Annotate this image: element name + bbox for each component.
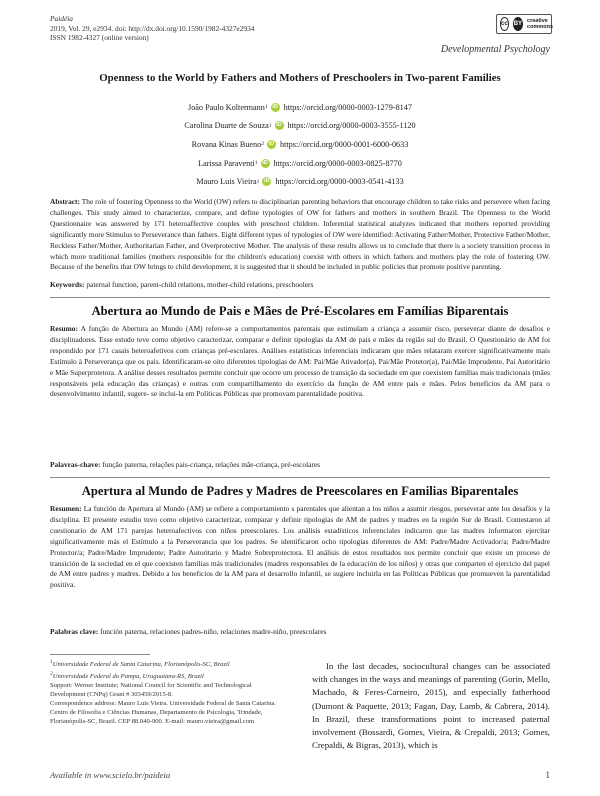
orcid-link[interactable]: https://orcid.org/0000-0003-0541-4133 [275, 177, 404, 187]
orcid-icon[interactable]: iD [272, 103, 278, 110]
article-title-es: Apertura al Mundo de Padres y Madres de Preescolares en Familias Biparentales [81, 484, 519, 498]
affiliation-marker: 1 [254, 160, 258, 167]
cc-label-bottom: commons [527, 24, 554, 30]
author-row [50, 154, 550, 173]
orcid-link[interactable]: https://orcid.org/0000-0003-0825-8770 [273, 158, 402, 168]
support-note: Support: Werner Institute; National Council for Scientific and Technological Development (CNPq) Grant # 303459/2015-8. [50, 682, 252, 699]
citation-doi[interactable]: 2019, Vol. 29, e2934. doi: http://dx.doi.org/10.1590/1982-4327e2934 [50, 23, 255, 33]
introduction-text: In the last decades, sociocultural changes can be associated with changes in the ways and meanings of parenting (Gorin, Mello, Machado, & Feres-Carneiro, 2015), and especially fatherhood (Dumont & Paquette, 2013; Fagan, Day, Lamb, & Cabrera, 2014). In Brazil, these transformations point to increased paternal involvement (Bossardi, Gomes, Vieira, & Crepaldi, 2013; Gomes, Crepaldi, & Bigras, 2013), which is [312, 661, 550, 751]
correspondence-note: Correspondence address: Mauro Luis Vieira. Universidade Federal de Santa Catarina. Centro de Filosofia e Ciências Humanas, Departamento de Psicologia, Trindade, Florianópolis-SC, Brazil. CEP 88.040-900. E-mail: mauro.vieira@gmail.com [50, 700, 276, 725]
issn: ISSN 1982-4327 (online version) [50, 33, 149, 43]
footnote-divider [50, 654, 150, 655]
footnotes [50, 658, 282, 727]
keywords-en [50, 280, 550, 289]
author-list [50, 98, 550, 191]
abstract-es-label: Resumen: [50, 504, 82, 513]
cc-label-top: creative [527, 18, 548, 24]
cc-license-badge[interactable] [496, 14, 552, 34]
keywords-es [50, 627, 550, 636]
divider [50, 477, 550, 478]
affiliation-marker: 1 [256, 178, 260, 185]
orcid-icon[interactable]: iD [268, 140, 275, 147]
orcid-icon[interactable]: iD [262, 159, 268, 166]
affiliation-1-text: Universidade Federal de Santa Catarina, Florianópolis-SC, Brazil [52, 661, 230, 669]
keywords-pt-label: Palavras-chave: [50, 460, 101, 469]
affiliation-1: $^1$Universidade Federal de Santa Catarina, Florianópolis-SC, Brazil [50, 659, 230, 669]
running-header [50, 14, 254, 43]
keywords-pt [50, 460, 550, 469]
page-number: 1 [545, 770, 550, 780]
author-row [50, 135, 550, 154]
keywords-es-label: Palabras clave: [50, 627, 99, 636]
section-label: Developmental Psychology [440, 44, 550, 55]
abstract-pt [50, 324, 550, 400]
cc-icon: cc [500, 17, 509, 31]
author-name: Larissa Paraventi [198, 158, 255, 168]
abstract-pt-label: Resumo: [50, 324, 78, 333]
by-attribution-icon: BY [513, 17, 523, 31]
author-row [50, 98, 550, 117]
keywords-pt-text: função paterna, relações pais-criança, relações mãe-criança, pré-escolares [102, 460, 321, 469]
cc-label [527, 18, 553, 30]
author-name: Mauro Luis Vieira [196, 177, 257, 187]
abstract-pt-text: A função de Abertura ao Mundo (AM) refere-se a comportamentos parentais que estimulam a criança a assumir risco, perseverar diante de desafios e disciplinadores. Esse estudo teve como objetivo caracterizar, comparar e definir tipologias da AM de pais e mães da região sul do Brasil. O Questionário de AM foi respondido por 171 casais heteroafetivos com crianças pré-escolares. Análises estatísticas inferenciais indicaram que mães relataram exercer significativamente mais Estímulo à Perseverança que os pais. Identificaram-se oito diferentes tipologias de AM: Pai/Mãe Ativador(a), Pai/Mãe Protetor(a), Pai/Mãe Imprudente, Pai Autoritário e Mãe Superprotetora. A análise desses resultados permite concluir que ocorre um processo de transição da sociedade em que coexistem famílias mais tradicionais (mães responsáveis pela educação das crianças) e outras com compartilhamento do exercício da função de AM entre pais e mães. Pelos benefícios da AM para o desenvolvimento infantil, sugere- se inclui-la em Políticas Públicas que promovam parentalidade positiva. [50, 324, 550, 399]
journal-name: Paidéia [50, 14, 73, 23]
author-name: Carolina Duarte de Souza [184, 121, 269, 131]
keywords-en-text: paternal function, parent-child relations, mother-child relations, preschoolers [86, 280, 314, 289]
author-name: João Paulo Koltermann [188, 102, 265, 112]
abstract-es-text: La función de Apertura al Mundo (AM) se refiere a comportamiento s parentales que alientan a los niños a asumir riesgos, perseverar ante los desafíos y la disciplina. El presente estudio tuvo como objetivo caracterizar, comparar y definir tipologías de AM de padres y madres en la región Sur de Brasil. Contestaron al cuestionario de AM 171 parejas heteroafectivos con niños preescolares. Los análisis estadísticos inferenciales indicaron que las madres informaron ejercitar significativamente más el Estímulo a la Perseverancia que los padres. Se identificaron ocho tipologías diferentes de AM: Padre/Madre Activador/a; Padre/Madre Protector/a; Padre/Madre Imprudente; Padre Autoritario y Madre Sobreprotectora. El análisis de estos resultados nos permite concluir que existe un proceso de transición de la sociedad en el que coexisten familias más tradicionales (madres responsables de la educación de los niños) y otras que comparten el ejercicio del papel de AM entre padres y madres. Debido a los beneficios de la AM para el desarrollo infantil, se sugiere incluirla en las Políticas Públicas que promueven la parentalidad positiva. [50, 504, 550, 590]
author-row [50, 172, 550, 191]
orcid-link[interactable]: https://orcid.org/0000-0001-6000-0633 [280, 139, 409, 149]
keywords-en-label: Keywords: [50, 280, 85, 289]
footer-url[interactable]: Available in www.scielo.br/paideia [50, 770, 171, 780]
divider [50, 297, 550, 298]
affiliation-marker: 1 [264, 104, 268, 111]
article-title-pt: Abertura ao Mundo de Pais e Mães de Pré-Escolares em Famílias Biparentais [91, 304, 509, 318]
orcid-icon[interactable]: iD [264, 178, 270, 185]
affiliation-2: $^2$Universidade Federal do Pampa, Uruguaiana-RS, Brazil [50, 671, 204, 681]
author-name: Rovana Kinas Bueno [191, 139, 262, 149]
abstract-en-text: The role of fostering Openness to the World (OW) refers to disciplinarian parenting behaviors that encourage children to take risks and persevere when facing challenges. This study aimed to characterize, compare, and define typologies of OW for fathers and mothers in southern Brazil. The Openness to the World Questionnaire was answered by 171 heteroaffective couples with preschool children. Inferential statistical analyzes indicated that mothers reported providing significantly more Stimulus to Perseverance than fathers. Eight different types of typologies of OW were identified: Activating Father/Mother, Protective Father/Mother, Reckless Father/Mother, Authoritarian Father, and Overprotective Mother. The analysis of these results allows us to conclude that there is a society transition process in which more traditional families (mothers responsible for the children's education) coexist with others in which fathers and mothers play the role of fostering OW. Because of the benefits that OW brings to child development, it is suggested that it should be included in public policies that promote positive parenting. [50, 197, 550, 272]
orcid-icon[interactable]: iD [276, 122, 282, 129]
keywords-es-text: función paterna, relaciones padres-niño, relaciones madre-niño, preescolares [100, 627, 327, 636]
affiliation-2-text: Universidade Federal do Pampa, Uruguaiana-RS, Brazil [52, 673, 204, 681]
orcid-link[interactable]: https://orcid.org/0000-0003-3555-1120 [287, 121, 416, 131]
abstract-es [50, 504, 550, 591]
affiliation-marker: 2 [261, 141, 264, 148]
author-row [50, 117, 550, 136]
abstract-en [50, 197, 550, 273]
article-title-en: Openness to the World by Fathers and Mothers of Preschoolers in Two-parent Families [99, 72, 501, 84]
abstract-en-label: Abstract: [50, 197, 80, 206]
affiliation-marker: 1 [268, 122, 272, 129]
orcid-link[interactable]: https://orcid.org/0000-0003-1279-8147 [283, 102, 412, 112]
